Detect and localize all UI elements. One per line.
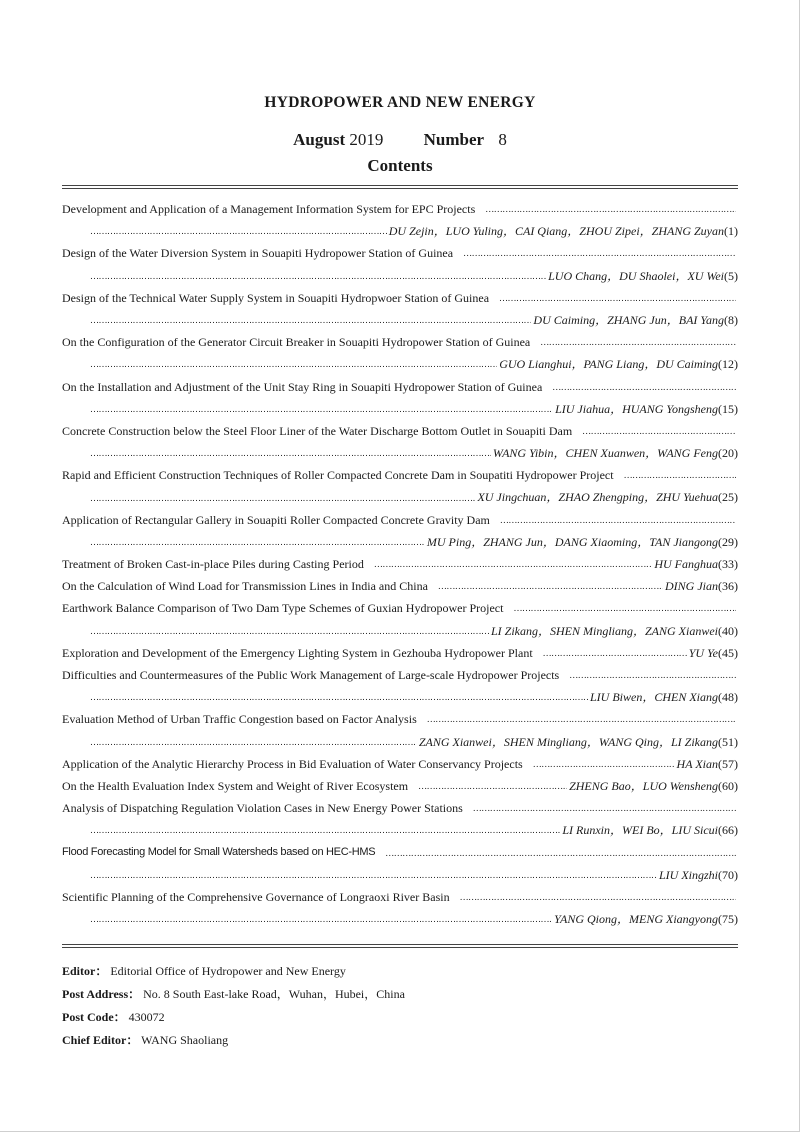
toc-entry-authors: WANG Yibin，CHEN Xuanwen，WANG Feng bbox=[492, 446, 718, 461]
toc-entry-page: (8) bbox=[724, 312, 738, 327]
address-row bbox=[62, 983, 405, 1006]
toc-entry-page: (60) bbox=[718, 778, 738, 793]
leader-dots bbox=[624, 464, 736, 486]
toc-entry-author-line bbox=[62, 731, 738, 753]
toc-entry-page: (57) bbox=[718, 756, 738, 771]
leader-dots bbox=[582, 420, 736, 442]
leader-dots bbox=[90, 620, 489, 642]
toc-entry-title-line bbox=[62, 642, 738, 664]
toc-entry-title-line bbox=[62, 597, 738, 619]
toc-entry-title: Flood Forecasting Model for Small Watersheds based on HEC-HMS bbox=[62, 846, 376, 859]
chief-editor-value: WANG Shaoliang bbox=[141, 1033, 229, 1047]
toc-entry-title-line bbox=[62, 198, 738, 220]
toc-entry-title: Concrete Construction below the Steel Floor Liner of the Water Discharge Bottom Outlet in Souapiti Dam bbox=[62, 423, 573, 438]
address-label: Post Address： bbox=[62, 987, 141, 1001]
toc-entry-title: Earthwork Balance Comparison of Two Dam Type Schemes of Guxian Hydropower Project bbox=[62, 601, 504, 616]
toc-entry-title: Exploration and Development of the Emergency Lighting System in Gezhouba Hydropower Plant bbox=[62, 645, 533, 660]
leader-dots bbox=[552, 376, 736, 398]
toc-entry-page: (1) bbox=[724, 224, 738, 239]
toc-entry-page: (15) bbox=[718, 401, 738, 416]
leader-dots bbox=[533, 753, 675, 775]
leader-dots bbox=[463, 242, 736, 264]
toc-entry-title: On the Installation and Adjustment of the Unit Stay Ring in Souapiti Hydropower Station of Guinea bbox=[62, 379, 543, 394]
toc-entry-title: On the Calculation of Wind Load for Transmission Lines in India and China bbox=[62, 579, 428, 594]
toc-entry-title: Design of the Technical Water Supply System in Souapiti Hydropwoer Station of Guinea bbox=[62, 290, 490, 305]
contents-heading: Contents bbox=[367, 156, 433, 175]
toc-entry-authors: XU Jingchuan，ZHAO Zhengping，ZHU Yuehua bbox=[477, 490, 718, 505]
toc-entry-page: (33) bbox=[718, 557, 738, 571]
leader-dots bbox=[90, 531, 425, 553]
address-value: No. 8 South East-lake Road，Wuhan，Hubei，China bbox=[143, 987, 405, 1001]
leader-dots bbox=[90, 819, 560, 841]
toc-entry-page: (12) bbox=[718, 357, 738, 372]
leader-dots bbox=[473, 797, 736, 819]
chief-editor-label: Chief Editor： bbox=[62, 1033, 139, 1047]
toc-entry-authors: HU Fanghua bbox=[654, 557, 718, 571]
toc-entry-title: Scientific Planning of the Comprehensive Governance of Longraoxi River Basin bbox=[62, 889, 450, 904]
toc-entry-title-line bbox=[62, 797, 738, 819]
leader-dots bbox=[90, 220, 387, 242]
editor-label: Editor： bbox=[62, 964, 108, 978]
table-of-contents bbox=[62, 198, 738, 930]
toc-entry-title-line bbox=[62, 664, 738, 686]
leader-dots bbox=[460, 886, 736, 908]
toc-entry-page: (51) bbox=[718, 734, 738, 749]
journal-title: HYDROPOWER AND NEW ENERGY bbox=[264, 94, 536, 111]
toc-entry-title: On the Configuration of the Generator Circuit Breaker in Souapiti Hydropower Station of Guinea bbox=[62, 335, 531, 350]
chief-editor-row bbox=[62, 1029, 405, 1052]
leader-dots bbox=[90, 487, 475, 509]
toc-entry-page: (70) bbox=[718, 867, 738, 882]
toc-entry-author-line bbox=[62, 353, 738, 375]
toc-entry-author-line bbox=[62, 220, 738, 242]
leader-dots bbox=[499, 287, 736, 309]
toc-entry-page: (29) bbox=[718, 534, 738, 549]
toc-entry-page: (45) bbox=[718, 645, 738, 660]
issue-year: 2019 bbox=[349, 130, 384, 149]
toc-entry-author-line bbox=[62, 819, 738, 841]
leader-dots bbox=[438, 575, 663, 597]
toc-entry-title-line bbox=[62, 420, 738, 442]
toc-entry-authors: YU Ye bbox=[688, 645, 718, 660]
toc-entry-title-line bbox=[62, 464, 738, 486]
editor-row bbox=[62, 960, 405, 983]
toc-entry-authors: DING Jian bbox=[665, 579, 718, 594]
toc-entry-author-line bbox=[62, 864, 738, 886]
toc-entry-title: Development and Application of a Management Information System for EPC Projects bbox=[62, 202, 476, 216]
toc-entry-authors: DU Caiming，ZHANG Jun，BAI Yang bbox=[533, 312, 724, 327]
toc-entry-authors: LIU Biwen，CHEN Xiang bbox=[590, 690, 718, 705]
postcode-label: Post Code： bbox=[62, 1010, 126, 1024]
leader-dots bbox=[90, 731, 417, 753]
toc-entry-title-line bbox=[62, 575, 738, 597]
toc-entry-authors: LUO Chang，DU Shaolei，XU Wei bbox=[548, 268, 724, 283]
toc-entry-title-line bbox=[62, 553, 738, 575]
issue-month: August bbox=[293, 130, 346, 149]
toc-entry-page: (40) bbox=[718, 623, 738, 638]
leader-dots bbox=[540, 331, 736, 353]
editor-value: Editorial Office of Hydropower and New Energy bbox=[110, 964, 346, 978]
toc-entry-author-line bbox=[62, 486, 738, 508]
toc-entry-title-line bbox=[62, 287, 738, 309]
leader-dots bbox=[90, 398, 553, 420]
toc-entry-page: (66) bbox=[718, 823, 738, 838]
toc-entry-title-line bbox=[62, 242, 738, 264]
toc-entry-authors: ZANG Xianwei，SHEN Mingliang，WANG Qing，LI Zikang bbox=[418, 734, 718, 749]
toc-entry-page: (25) bbox=[718, 490, 738, 505]
leader-dots bbox=[90, 864, 657, 886]
toc-entry-author-line bbox=[62, 265, 738, 287]
toc-entry-authors: GUO Lianghui，PANG Liang，DU Caiming bbox=[499, 357, 718, 372]
toc-entry-title: Rapid and Efficient Construction Techniques of Roller Compacted Concrete Dam in Soupatiti Hydropower Project bbox=[62, 468, 614, 483]
top-double-rule bbox=[62, 185, 738, 189]
toc-entry-title-line bbox=[62, 376, 738, 398]
toc-entry-title: Application of Rectangular Gallery in Souapiti Roller Compacted Concrete Gravity Dam bbox=[62, 512, 490, 527]
leader-dots bbox=[90, 908, 552, 930]
issue-line bbox=[0, 130, 800, 150]
toc-entry-page: (36) bbox=[718, 579, 738, 594]
postcode-row bbox=[62, 1006, 405, 1029]
toc-entry-title-line bbox=[62, 775, 738, 797]
leader-dots bbox=[543, 642, 687, 664]
toc-entry-authors: LI Runxin，WEI Bo，LIU Sicui bbox=[562, 823, 718, 838]
toc-entry-title-line bbox=[62, 886, 738, 908]
toc-entry-title: Difficulties and Countermeasures of the Public Work Management of Large-scale Hydropower Projects bbox=[62, 667, 560, 682]
leader-dots bbox=[385, 842, 736, 864]
toc-entry-title-line bbox=[62, 331, 738, 353]
leader-dots bbox=[90, 686, 588, 708]
toc-entry-title: On the Health Evaluation Index System and Weight of River Ecosystem bbox=[62, 778, 409, 793]
toc-entry-authors: LIU Jiahua，HUANG Yongsheng bbox=[555, 401, 718, 416]
toc-entry-author-line bbox=[62, 442, 738, 464]
leader-dots bbox=[513, 597, 736, 619]
toc-entry-author-line bbox=[62, 908, 738, 930]
postcode-value: 430072 bbox=[128, 1010, 165, 1024]
toc-entry-title-line bbox=[62, 841, 738, 863]
toc-entry-author-line bbox=[62, 398, 738, 420]
toc-entry-title: Treatment of Broken Cast-in-place Piles during Casting Period bbox=[62, 557, 364, 571]
toc-entry-page: (48) bbox=[718, 690, 738, 705]
issue-number-label: Number bbox=[423, 130, 485, 149]
toc-entry-page: (75) bbox=[718, 912, 738, 926]
toc-entry-author-line bbox=[62, 686, 738, 708]
toc-entry-author-line bbox=[62, 309, 738, 331]
leader-dots bbox=[90, 265, 546, 287]
leader-dots bbox=[418, 775, 567, 797]
leader-dots bbox=[485, 198, 736, 220]
toc-entry-authors: DU Zejin，LUO Yuling，CAI Qiang，ZHOU Zipei，ZHANG Zuyan bbox=[388, 224, 724, 239]
toc-entry-authors: LI Zikang，SHEN Mingliang，ZANG Xianwei bbox=[490, 623, 718, 638]
toc-entry-title: Evaluation Method of Urban Traffic Congestion based on Factor Analysis bbox=[62, 712, 417, 727]
leader-dots bbox=[569, 664, 736, 686]
publication-info bbox=[62, 960, 405, 1052]
toc-entry-author-line bbox=[62, 620, 738, 642]
leader-dots bbox=[374, 553, 652, 575]
toc-entry-authors: HA Xian bbox=[676, 756, 718, 771]
leader-dots bbox=[90, 353, 497, 375]
toc-entry-title-line bbox=[62, 708, 738, 730]
toc-entry-authors: ZHENG Bao，LUO Wensheng bbox=[569, 778, 718, 793]
issue-number: 8 bbox=[498, 130, 507, 149]
toc-entry-authors: MU Ping，ZHANG Jun，DANG Xiaoming，TAN Jiangong bbox=[426, 534, 718, 549]
toc-entry-authors: LIU Xingzhi bbox=[658, 867, 718, 882]
toc-entry-title: Design of the Water Diversion System in Souapiti Hydropower Station of Guinea bbox=[62, 246, 454, 261]
toc-entry-author-line bbox=[62, 531, 738, 553]
leader-dots bbox=[500, 509, 736, 531]
toc-entry-title-line bbox=[62, 509, 738, 531]
toc-entry-title: Application of the Analytic Hierarchy Process in Bid Evaluation of Water Conservancy Projects bbox=[62, 756, 523, 771]
bottom-double-rule bbox=[62, 944, 738, 948]
toc-entry-title-line bbox=[62, 753, 738, 775]
leader-dots bbox=[90, 309, 531, 331]
toc-entry-page: (20) bbox=[718, 446, 738, 461]
toc-entry-title: Analysis of Dispatching Regulation Violation Cases in New Energy Power Stations bbox=[62, 801, 463, 816]
leader-dots bbox=[90, 442, 491, 464]
toc-entry-authors: YANG Qiong，MENG Xiangyong bbox=[554, 912, 718, 926]
toc-entry-page: (5) bbox=[724, 268, 738, 283]
leader-dots bbox=[427, 708, 736, 730]
